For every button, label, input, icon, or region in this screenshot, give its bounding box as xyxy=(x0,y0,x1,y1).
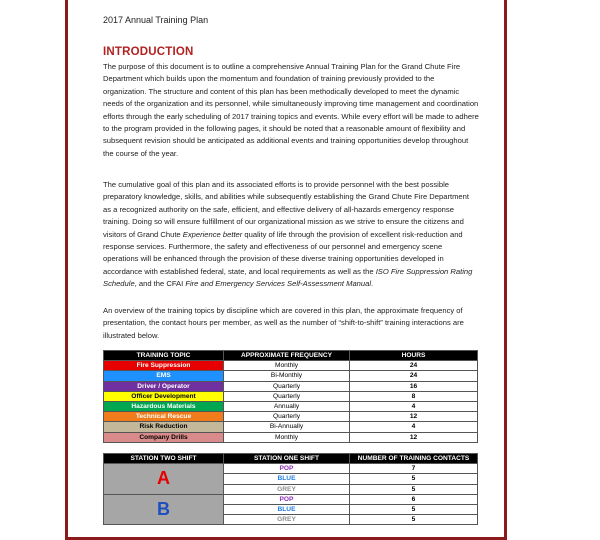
column-header: TRAINING TOPIC xyxy=(104,351,224,361)
training-topic-cell: Technical Rescue xyxy=(104,412,224,422)
station-one-shift-cell: BLUE xyxy=(224,474,350,484)
p2-text-c: quality of life through the provision of excellent risk-reduction and response services. Furthermore, the safety and effectiveness of our personnel and emergency scene operations will be enhanced through the provision of these diverse training opportunities developed in accordance with established federal, state, and local requirements as well as the xyxy=(103,229,463,276)
table-row xyxy=(104,361,478,371)
training-topics-table xyxy=(103,350,478,443)
training-contacts-cell: 5 xyxy=(350,515,478,525)
station-two-shift-cell: A xyxy=(104,464,224,495)
p2-text-e: , and the CFAI xyxy=(134,279,186,289)
p2-italic-f: Fire and Emergency Services Self-Assessment Manual xyxy=(185,279,372,289)
table-row xyxy=(104,422,478,432)
table-header-row xyxy=(104,454,478,464)
section-heading: INTRODUCTION xyxy=(103,46,194,58)
training-topic-cell: Fire Suppression xyxy=(104,361,224,371)
training-topic-cell: Company Drills xyxy=(104,432,224,442)
frequency-cell: Quarterly xyxy=(224,391,350,401)
frequency-cell: Quarterly xyxy=(224,412,350,422)
column-header: STATION TWO SHIFT xyxy=(104,454,224,464)
p2-text-g: . xyxy=(371,279,374,289)
hours-cell: 12 xyxy=(350,412,478,422)
shift-contacts-table xyxy=(103,453,478,525)
p2-italic-b: Experience better xyxy=(182,229,243,239)
table-row xyxy=(104,432,478,442)
station-one-shift-cell: POP xyxy=(224,464,350,474)
training-topic-cell: Officer Development xyxy=(104,391,224,401)
training-topic-cell: Risk Reduction xyxy=(104,422,224,432)
hours-cell: 4 xyxy=(350,422,478,432)
station-one-shift-cell: BLUE xyxy=(224,504,350,514)
column-header: APPROXIMATE FREQUENCY xyxy=(224,351,350,361)
frequency-cell: Monthly xyxy=(224,361,350,371)
training-contacts-cell: 5 xyxy=(350,504,478,514)
hours-cell: 12 xyxy=(350,432,478,442)
table-header-row xyxy=(104,351,478,361)
intro-paragraph-1: The purpose of this document is to outline a comprehensive Annual Training Plan for the Grand Chute Fire Department which builds upon the momentum and foundation of training previously provided to the organization. The structure and content of this plan has been methodically developed to meet the dynamic needs of the organization and its personnel, while simultaneously improving time management and coordination efforts through the early scheduling of 2017 training topics and events. While every effort will be made to adhere to the program provided in the following pages, it should be noted that a reasonable amount of flexibility and subsequent revision should be anticipated as additional events and training opportunities develop throughout the course of the year. xyxy=(103,62,479,158)
frequency-cell: Monthly xyxy=(224,432,350,442)
station-one-shift-cell: POP xyxy=(224,494,350,504)
training-topic-cell: EMS xyxy=(104,371,224,381)
column-header: STATION ONE SHIFT xyxy=(224,454,350,464)
hours-cell: 4 xyxy=(350,401,478,411)
station-two-shift-cell: B xyxy=(104,494,224,525)
table-row xyxy=(104,401,478,411)
training-contacts-cell: 6 xyxy=(350,494,478,504)
training-contacts-cell: 7 xyxy=(350,464,478,474)
hours-cell: 16 xyxy=(350,381,478,391)
frequency-cell: Bi-Monthly xyxy=(224,371,350,381)
station-one-shift-cell: GREY xyxy=(224,515,350,525)
training-topic-cell: Driver / Operator xyxy=(104,381,224,391)
frequency-cell: Annually xyxy=(224,401,350,411)
hours-cell: 24 xyxy=(350,371,478,381)
p2-text-a: The cumulative goal of this plan and its associated efforts is to provide personnel with the best possible preparatory knowledge, skills, and abilities while subsequently establishing the Grand Chute Fire Department as a recognized authority on the safe, efficient, and effective delivery of all-hazards emergency response training. Doing so will ensure fulfillment of our organizational mission as we strive to ensure the citizens and visitors of Grand Chute xyxy=(103,180,469,239)
table-row xyxy=(104,391,478,401)
intro-paragraph-3: An overview of the training topics by discipline which are covered in this plan, the approximate frequency of presentation, the contact hours per member, as well as the number of “shift-to-shift” training interactions are illustrated below. xyxy=(103,306,464,340)
document-header: 2017 Annual Training Plan xyxy=(103,15,209,25)
training-contacts-cell: 5 xyxy=(350,484,478,494)
table-row xyxy=(104,464,478,474)
training-topic-cell: Hazardous Materials xyxy=(104,401,224,411)
column-header: HOURS xyxy=(350,351,478,361)
column-header: NUMBER OF TRAINING CONTACTS xyxy=(350,454,478,464)
table-row xyxy=(104,371,478,381)
training-contacts-cell: 5 xyxy=(350,474,478,484)
p2-italic-d: ISO Fire Suppression Rating Schedule xyxy=(103,266,473,289)
intro-paragraph-2 xyxy=(103,179,479,291)
station-one-shift-cell: GREY xyxy=(224,484,350,494)
frequency-cell: Bi-Annually xyxy=(224,422,350,432)
table-row xyxy=(104,412,478,422)
table-row xyxy=(104,381,478,391)
frequency-cell: Quarterly xyxy=(224,381,350,391)
hours-cell: 24 xyxy=(350,361,478,371)
table-row xyxy=(104,494,478,504)
hours-cell: 8 xyxy=(350,391,478,401)
